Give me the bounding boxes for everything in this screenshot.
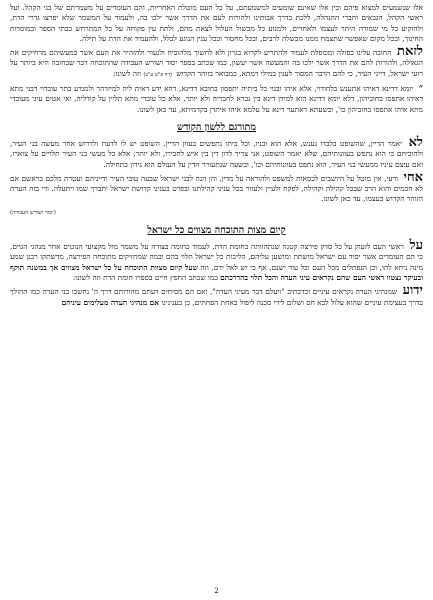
- lead-word-yeda: ידוע: [402, 283, 423, 299]
- lead-word-lo: לא: [408, 134, 423, 150]
- quote-mark: ״: [418, 81, 423, 95]
- achi-text: ורעי, אין מוטל על היושבים לכסאות למשפט ולהוראה על מדין, והן הנה לבני ישראל שבעה טובי העיר ודייניהם ועטרת מלכם בראשם אם לא חכמים והוא הרב שבכל קהילה וקהילה, לפקח ולעיין ולעזור בכל עניני קהילתנו ובפרט בעניני קדושת ישראל יתברך שמו ויתעלה. ודי בזה הערת הזוהר הקדוש בעצמו, עד כאן לשונו.: [10, 173, 423, 204]
- source-reference: (דף פ"ט ע"ב): [143, 71, 172, 78]
- source-credit: (יסוד ושורש העבודה): [10, 209, 56, 216]
- paragraph-lazot-text: החובה עלינו כפולה ומכופלת לעמוד ולהתריע לקרוא בגרון ולא לחשוך מלהוכיח ולגעור ולהזהיר את העם אשר במעשיהם מרחיקים את הגאולה, ולהורות להם את הדרך אשר ילכו בה והמעשה אשר יעשון, כמו שכתב בספר יסוד ושורש העבודה שהתוכחה דבר שבחובה היא ביותר על רועי ישראל, דייני העיר, כי להם הדבר המסור לענין במילי דמתא, כמבואר בזוהר הקדוש: [10, 48, 423, 78]
- al-text-b: כמו שכתב החפץ חיים בספרו חומת הדת וזה לשונו:: [72, 272, 218, 282]
- zohar-quote-text: יומא דדינא דאיהו אתענש בלחודוי, אלא איהו ובנוי כל ביתיה יתפסון בחובא דדינא, דהא ידע דאית ליה למיזדהר ולמנדע בתר עובדוי דבני מתא דאיהו אתפסו בחוביהון, דלא יומא דדינא הוא למידן דינא בין גברא לחבריה ולא יותר, אלא כל עובדי מתא תליין על קודליה, ואי אטים עיני מעובדי מתא איהו אתפסו בחוביהון כו', ובשעתא דאתער דינא על עלמא איהו איתדן בקדמיתא, עד כאן לשונו.: [10, 84, 423, 114]
- yeda-text-bold: אם מנהיגי העדה מעלימים עיניהם: [61, 297, 160, 307]
- translation-text: יאמר הדיין, שהשופט בלבדו נענש, אלא הוא ובניו, וכל ביתו נתפשים בעוון הדיין. השופט יש לו לדעת ולדרוש אחר מעשה בני העיר, ולהוכיחם כי הוא נתפש בעוונותיהם, שלא יאמר השופט, אני צריך לדון דין בין איש לחבירו, ולא יותר, אלא כל מעשי בני העיר תלויים על צוארו, ואם עוצם עיניו ממעשי בני העיר, הוא נתפס בעוונותיהם וכו', ובשעה שנתעורר הדין על העולם הוא נידון בתחילה.: [10, 138, 423, 169]
- yeda-paragraph: [10, 283, 423, 308]
- page-number: 2: [214, 586, 219, 595]
- achi-paragraph: [10, 169, 423, 205]
- zohar-quote: [10, 83, 423, 115]
- al-text-a: ראשי העם לזעוק על כל סדק פירצה קטנה שנתהוותה בחומת הדת, לעמוד כחומה בצורה על משמר מול מקצועי הנוטים אחר מנהגי הגוים, כי הם העומדים אשר יסוד עם ישראל מושתת ומושען עליהם, הליכות כל ישראל תלוי בהם ובמה שמחזיקים מתוכחה הפירצה, מדשתקו רבנן שמע מינה ניחא להו, וכן הנפתלים מכל העם ובל עוד ישנם, אף כי יש לאל ידם, וזה: [10, 242, 423, 272]
- al-paragraph: [10, 238, 423, 283]
- al-text-bold: שעל קיום מצוות התוכחה על כל ישראל מצווים אך במשנה תוקף ובעיקר נצטוו ראשי העם שהם נקראים עיני העדה והכל תלוי בהדרכתם: [10, 262, 423, 282]
- translation-paragraph: [10, 134, 423, 170]
- translation-heading: מתורגם ללשון הקודש: [177, 121, 256, 133]
- lead-word-achi: אחי: [403, 169, 423, 185]
- kiyum-heading: קיום מצות התוכחה מצווים כל ישראל: [147, 225, 286, 237]
- lead-word-lazot: לזאת: [397, 44, 423, 60]
- paragraph-lazot-tail: וזה לשונו:: [113, 68, 141, 78]
- yeda-text-a: שמנהיגי העדה נקראים עיניים וכדכתיב "ויעלם דבר מעיני העדה", ואם הם מסיחים דעתם מהורותם דרך ה' נחשבו בני העדה כמו ההולך בדרך בעצימת עיניים שהוא עלול לבא חס ושלום לידי סכנה ליפול באחת הפחתים, כן בענינינו: [10, 287, 423, 307]
- lead-word-al: על: [409, 238, 423, 254]
- paragraph-top-text: אלו שנשמעים למצוא פיהם ובין אלו שאינם שומעים למשמעתם, על כל העם מוטלת האחריות, והם העומדים על משמרתם של בני הקהל. ועל ראשי הקהל, הגבאים וחברי ההנהלה, ללכת בדרך אבותינו ולהורות לעם את הדרך אשר ילכו בה, ולעמוד על המשמר שלא יפרצו גדרי הדת, ולהוקיע כל מי שמורה היתר לעצמו ולאחרים, ולמנוע כל מכשול העלול לצאת מהם, ולתת עין פקוחה על כל המתרחש בבתי הספר ובמוסדות החינוך, ובכל מקום שאפשר שתצמח ממנו מכשלה לרבים, ובכל מחסור ובכל ענין הנוגע לכלל, ולהעמיד את הדת על תילה.: [10, 3, 423, 43]
- paragraph-lazot: [10, 44, 423, 80]
- paragraph-top: [10, 3, 423, 44]
